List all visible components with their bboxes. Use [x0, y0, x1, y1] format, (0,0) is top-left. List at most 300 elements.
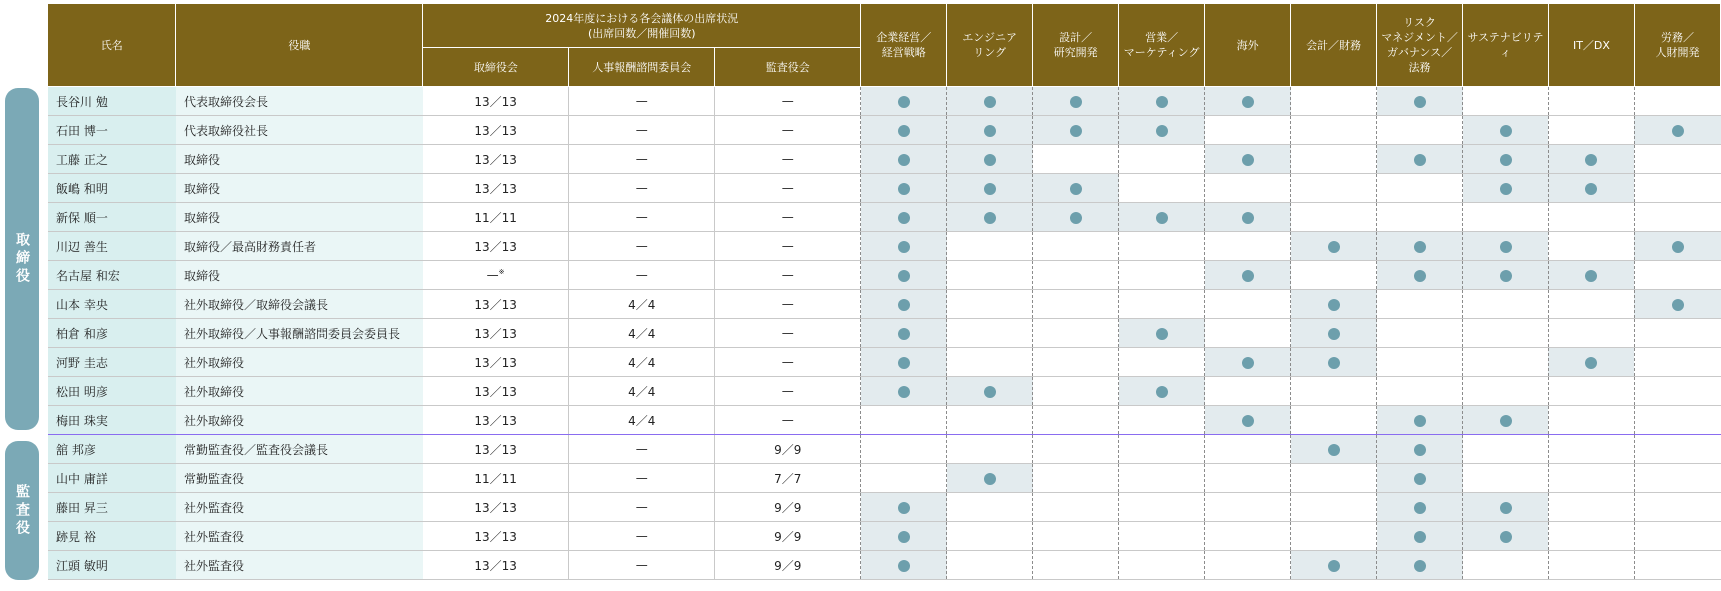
board-attendance-value: 13／13 [474, 326, 517, 341]
skill-cell [1463, 232, 1549, 261]
board-attendance [423, 319, 569, 348]
skill-cell [1033, 261, 1119, 290]
audit-board-attendance: 9／9 [715, 551, 861, 580]
skill-cell [1377, 551, 1463, 580]
skill-cell [1291, 87, 1377, 116]
hr-committee-attendance: 4／4 [569, 377, 715, 406]
skill-dot-icon [1585, 357, 1597, 369]
member-role: 社外監査役 [176, 551, 423, 580]
table-row [48, 551, 1721, 580]
skill-cell [1463, 464, 1549, 493]
skill-dot-icon [1156, 125, 1168, 137]
hr-committee-attendance: — [569, 203, 715, 232]
skill-dot-icon [984, 183, 996, 195]
skill-cell [1291, 116, 1377, 145]
skill-cell [1548, 435, 1634, 464]
skill-cell [1033, 87, 1119, 116]
skill-cell [1119, 145, 1205, 174]
skill-header-line: 経営戦略 [881, 46, 926, 59]
board-attendance [423, 348, 569, 377]
skill-dot-icon [898, 125, 910, 137]
member-role: 社外取締役 [176, 406, 423, 435]
board-attendance-value: 13／13 [474, 355, 517, 370]
hr-committee-attendance: 4／4 [569, 348, 715, 377]
header-skill-1 [947, 4, 1033, 87]
member-name: 山本 幸央 [48, 290, 176, 319]
skill-cell [1119, 232, 1205, 261]
skill-cell [1291, 290, 1377, 319]
skill-cell [1033, 435, 1119, 464]
table-row [48, 232, 1721, 261]
skill-cell [1291, 145, 1377, 174]
skill-cell [947, 203, 1033, 232]
board-attendance-value: 13／13 [474, 94, 517, 109]
header-skill-7 [1463, 4, 1549, 87]
board-attendance-value: 13／13 [474, 558, 517, 573]
member-name: 川辺 善生 [48, 232, 176, 261]
member-name: 松田 明彦 [48, 377, 176, 406]
skill-cell [1205, 377, 1291, 406]
skill-cell [1377, 290, 1463, 319]
skill-header-line: 法務 [1408, 61, 1431, 74]
board-attendance [423, 174, 569, 203]
skill-cell [1119, 348, 1205, 377]
skill-cell [1377, 145, 1463, 174]
header-skill-5 [1291, 4, 1377, 87]
skill-cell [1463, 406, 1549, 435]
member-name: 跡見 裕 [48, 522, 176, 551]
skill-header-line: 会計／財務 [1306, 38, 1362, 52]
skill-dot-icon [898, 531, 910, 543]
skill-cell [1205, 232, 1291, 261]
skill-header-line: 設計／ [1059, 31, 1093, 44]
board-attendance [423, 377, 569, 406]
audit-board-attendance: — [715, 145, 861, 174]
skill-cell [1033, 493, 1119, 522]
member-role: 取締役 [176, 174, 423, 203]
skill-cell [861, 464, 947, 493]
skill-cell [1634, 319, 1720, 348]
skill-cell [1205, 406, 1291, 435]
hr-committee-attendance: 4／4 [569, 290, 715, 319]
board-attendance [423, 522, 569, 551]
hr-committee-attendance: — [569, 261, 715, 290]
skill-cell [861, 290, 947, 319]
header-skill-4 [1205, 4, 1291, 87]
skill-cell [1463, 493, 1549, 522]
skill-dot-icon [1500, 183, 1512, 195]
member-role: 取締役 [176, 261, 423, 290]
skill-cell [1033, 348, 1119, 377]
skill-cell [947, 116, 1033, 145]
skill-cell [1634, 377, 1720, 406]
skill-cell [1119, 435, 1205, 464]
directors-side-label: 取締役 [5, 88, 39, 430]
skill-cell [1634, 406, 1720, 435]
audit-board-attendance: — [715, 232, 861, 261]
member-name: 飯嶋 和明 [48, 174, 176, 203]
member-role: 社外取締役／取締役会議長 [176, 290, 423, 319]
skill-dot-icon [1500, 154, 1512, 166]
audit-board-attendance: 7／7 [715, 464, 861, 493]
member-role: 常勤監査役／監査役会議長 [176, 435, 423, 464]
skill-cell [1205, 145, 1291, 174]
board-attendance-value: 13／13 [474, 500, 517, 515]
hr-committee-attendance: — [569, 174, 715, 203]
board-attendance-note: ※ [498, 268, 505, 276]
member-name: 名古屋 和宏 [48, 261, 176, 290]
skill-dot-icon [1242, 270, 1254, 282]
member-name: 柏倉 和彦 [48, 319, 176, 348]
skill-header-line: 営業／ [1145, 31, 1179, 44]
skill-cell [1033, 145, 1119, 174]
table-row [48, 203, 1721, 232]
audit-board-attendance: — [715, 116, 861, 145]
skill-cell [947, 232, 1033, 261]
skill-dot-icon [1242, 357, 1254, 369]
table-row [48, 464, 1721, 493]
skill-cell [947, 435, 1033, 464]
header-board-meeting: 取締役会 [423, 48, 569, 87]
skills-matrix-table [48, 4, 1721, 580]
skill-header-line: マーケティング [1123, 46, 1200, 59]
member-name: 新保 順一 [48, 203, 176, 232]
skill-dot-icon [1585, 154, 1597, 166]
skill-cell [947, 348, 1033, 377]
board-attendance [423, 145, 569, 174]
skill-dot-icon [1500, 125, 1512, 137]
skill-cell [861, 551, 947, 580]
table-row [48, 435, 1721, 464]
skill-cell [1634, 522, 1720, 551]
skill-cell [1119, 377, 1205, 406]
skill-cell [947, 87, 1033, 116]
board-attendance [423, 551, 569, 580]
skill-cell [1033, 464, 1119, 493]
skill-header-line: IT／DX [1572, 38, 1610, 52]
audit-board-attendance: — [715, 377, 861, 406]
member-role: 取締役 [176, 145, 423, 174]
board-attendance [423, 493, 569, 522]
skill-dot-icon [1414, 531, 1426, 543]
skill-dot-icon [898, 299, 910, 311]
hr-committee-attendance: 4／4 [569, 319, 715, 348]
board-attendance [423, 116, 569, 145]
skill-dot-icon [898, 241, 910, 253]
header-skill-3 [1119, 4, 1205, 87]
skill-cell [947, 406, 1033, 435]
board-attendance [423, 87, 569, 116]
skill-cell [1033, 290, 1119, 319]
skill-cell [1119, 87, 1205, 116]
skill-dot-icon [1414, 270, 1426, 282]
skill-dot-icon [984, 212, 996, 224]
skill-cell [1463, 522, 1549, 551]
skill-cell [1033, 522, 1119, 551]
skill-cell [1377, 435, 1463, 464]
skill-cell [1634, 116, 1720, 145]
skill-cell [1033, 116, 1119, 145]
table-row [48, 145, 1721, 174]
skill-cell [1291, 406, 1377, 435]
skill-dot-icon [1242, 96, 1254, 108]
skill-cell [1205, 464, 1291, 493]
member-role: 社外取締役／人事報酬諮問委員会委員長 [176, 319, 423, 348]
attendance-group-title: 2024年度における各会議体の出席状況 [545, 11, 739, 25]
skill-cell [1291, 232, 1377, 261]
table-row [48, 377, 1721, 406]
skill-cell [1119, 174, 1205, 203]
skill-dot-icon [1328, 328, 1340, 340]
skill-header-line: リスク [1403, 16, 1436, 29]
skill-cell [1033, 319, 1119, 348]
skill-dot-icon [898, 96, 910, 108]
skill-cell [1205, 87, 1291, 116]
skill-cell [947, 522, 1033, 551]
skill-dot-icon [1500, 531, 1512, 543]
skill-cell [1205, 116, 1291, 145]
skill-cell [1119, 116, 1205, 145]
skill-dot-icon [1156, 96, 1168, 108]
board-attendance-value: 13／13 [474, 529, 517, 544]
skill-cell [1033, 551, 1119, 580]
skill-cell [1548, 493, 1634, 522]
skill-cell [1463, 174, 1549, 203]
skill-cell [1119, 522, 1205, 551]
auditors-side-label: 監査役 [5, 441, 39, 580]
board-attendance [423, 435, 569, 464]
skill-cell [1119, 464, 1205, 493]
skill-dot-icon [1414, 473, 1426, 485]
skill-cell [1463, 203, 1549, 232]
skill-cell [1548, 232, 1634, 261]
skill-cell [861, 493, 947, 522]
skill-cell [1548, 261, 1634, 290]
skill-cell [1548, 319, 1634, 348]
skill-header-line: 企業経営／ [876, 31, 932, 44]
attendance-group-subtitle: (出席回数／開催回数) [588, 26, 696, 40]
skill-cell [1205, 522, 1291, 551]
hr-committee-attendance: 4／4 [569, 406, 715, 435]
skill-cell [1119, 551, 1205, 580]
skill-dot-icon [898, 154, 910, 166]
skill-cell [947, 290, 1033, 319]
skill-cell [1548, 203, 1634, 232]
member-role: 社外取締役 [176, 348, 423, 377]
hr-committee-attendance: — [569, 551, 715, 580]
member-role: 常勤監査役 [176, 464, 423, 493]
skill-dot-icon [1500, 270, 1512, 282]
skill-dot-icon [1414, 154, 1426, 166]
skill-cell [947, 145, 1033, 174]
skill-cell [1377, 203, 1463, 232]
skill-cell [1205, 551, 1291, 580]
header-role: 役職 [176, 4, 423, 87]
skill-dot-icon [1414, 241, 1426, 253]
table-row [48, 522, 1721, 551]
skill-cell [1548, 290, 1634, 319]
header-skill-6 [1377, 4, 1463, 87]
hr-committee-attendance: — [569, 232, 715, 261]
board-attendance-value: 11／11 [474, 471, 517, 486]
skill-cell [1548, 551, 1634, 580]
skill-dot-icon [1672, 241, 1684, 253]
skill-cell [1377, 319, 1463, 348]
skill-cell [1463, 290, 1549, 319]
skill-cell [1033, 406, 1119, 435]
skill-cell [1634, 348, 1720, 377]
member-name: 舘 邦彦 [48, 435, 176, 464]
skill-dot-icon [1500, 502, 1512, 514]
skill-dot-icon [1500, 241, 1512, 253]
skill-cell [1463, 551, 1549, 580]
member-name: 山中 庸詳 [48, 464, 176, 493]
board-attendance [423, 290, 569, 319]
skill-dot-icon [984, 125, 996, 137]
skill-dot-icon [898, 328, 910, 340]
table-row [48, 261, 1721, 290]
skill-dot-icon [1070, 125, 1082, 137]
audit-board-attendance: — [715, 174, 861, 203]
table-row [48, 87, 1721, 116]
skill-cell [1377, 377, 1463, 406]
skill-cell [1548, 174, 1634, 203]
skill-dot-icon [1070, 212, 1082, 224]
skill-dot-icon [1414, 444, 1426, 456]
skill-dot-icon [1585, 183, 1597, 195]
skill-cell [1205, 319, 1291, 348]
skill-dot-icon [1328, 299, 1340, 311]
header-skill-0 [861, 4, 947, 87]
board-attendance [423, 406, 569, 435]
skill-dot-icon [1070, 183, 1082, 195]
skill-cell [1463, 145, 1549, 174]
skill-cell [1463, 435, 1549, 464]
member-name: 工藤 正之 [48, 145, 176, 174]
board-attendance-value: 13／13 [474, 123, 517, 138]
member-name: 河野 圭志 [48, 348, 176, 377]
skill-cell [947, 319, 1033, 348]
skill-cell [1548, 348, 1634, 377]
skill-cell [861, 377, 947, 406]
skill-cell [1291, 377, 1377, 406]
skill-dot-icon [1414, 96, 1426, 108]
member-role: 社外監査役 [176, 493, 423, 522]
skill-cell [1291, 319, 1377, 348]
audit-board-attendance: — [715, 290, 861, 319]
skill-cell [1548, 116, 1634, 145]
skill-cell [861, 116, 947, 145]
skill-cell [1033, 174, 1119, 203]
skill-dot-icon [898, 560, 910, 572]
skill-header-line: 人財開発 [1655, 46, 1700, 59]
member-name: 梅田 珠実 [48, 406, 176, 435]
board-attendance-value: — [486, 268, 499, 282]
skill-cell [1634, 87, 1720, 116]
skill-cell [1291, 348, 1377, 377]
header-attendance-group [423, 4, 861, 48]
skill-header-line: リング [973, 46, 1007, 59]
skill-cell [1119, 203, 1205, 232]
table-row [48, 493, 1721, 522]
skill-header-line: エンジニア [962, 31, 1018, 44]
skill-cell [1634, 464, 1720, 493]
board-attendance-value: 13／13 [474, 152, 517, 167]
header-skill-8 [1548, 4, 1634, 87]
skill-cell [1548, 87, 1634, 116]
skill-cell [1463, 87, 1549, 116]
skill-cell [1548, 464, 1634, 493]
skill-cell [1291, 261, 1377, 290]
skill-cell [1377, 493, 1463, 522]
skill-cell [1634, 232, 1720, 261]
skill-dot-icon [1156, 212, 1168, 224]
skill-dot-icon [1672, 125, 1684, 137]
skill-cell [1634, 435, 1720, 464]
board-attendance [423, 464, 569, 493]
skill-cell [1119, 319, 1205, 348]
skill-dot-icon [1328, 560, 1340, 572]
skill-cell [1377, 348, 1463, 377]
skill-cell [1548, 522, 1634, 551]
skill-cell [1205, 493, 1291, 522]
skill-cell [1291, 522, 1377, 551]
hr-committee-attendance: — [569, 116, 715, 145]
skill-cell [1548, 377, 1634, 406]
skill-dot-icon [1242, 212, 1254, 224]
skill-cell [1205, 290, 1291, 319]
table-row [48, 348, 1721, 377]
hr-committee-attendance: — [569, 435, 715, 464]
skill-cell [1634, 493, 1720, 522]
skill-cell [947, 174, 1033, 203]
member-role: 代表取締役社長 [176, 116, 423, 145]
audit-board-attendance: — [715, 261, 861, 290]
skill-cell [861, 348, 947, 377]
skill-cell [1119, 406, 1205, 435]
skill-dot-icon [898, 270, 910, 282]
skill-cell [1033, 203, 1119, 232]
skill-cell [1205, 203, 1291, 232]
skill-cell [1205, 435, 1291, 464]
skill-cell [1205, 348, 1291, 377]
audit-board-attendance: — [715, 203, 861, 232]
skill-cell [1205, 174, 1291, 203]
member-role: 取締役 [176, 203, 423, 232]
skill-cell [1291, 174, 1377, 203]
audit-board-attendance: — [715, 406, 861, 435]
board-attendance-value: 13／13 [474, 181, 517, 196]
table-row [48, 319, 1721, 348]
hr-committee-attendance: — [569, 464, 715, 493]
skill-dot-icon [898, 212, 910, 224]
skill-cell [1033, 377, 1119, 406]
skill-dot-icon [984, 154, 996, 166]
audit-board-attendance: 9／9 [715, 493, 861, 522]
skill-header-line: ガバナンス／ [1386, 46, 1453, 59]
skill-cell [1463, 377, 1549, 406]
skill-header-line: 海外 [1236, 38, 1259, 52]
skill-dot-icon [1500, 415, 1512, 427]
skill-cell [1634, 261, 1720, 290]
skill-cell [1634, 145, 1720, 174]
member-name: 藤田 昇三 [48, 493, 176, 522]
audit-board-attendance: 9／9 [715, 435, 861, 464]
skill-header-line: 労務／ [1660, 31, 1694, 44]
skill-cell [1377, 116, 1463, 145]
audit-board-attendance: — [715, 87, 861, 116]
audit-board-attendance: — [715, 319, 861, 348]
